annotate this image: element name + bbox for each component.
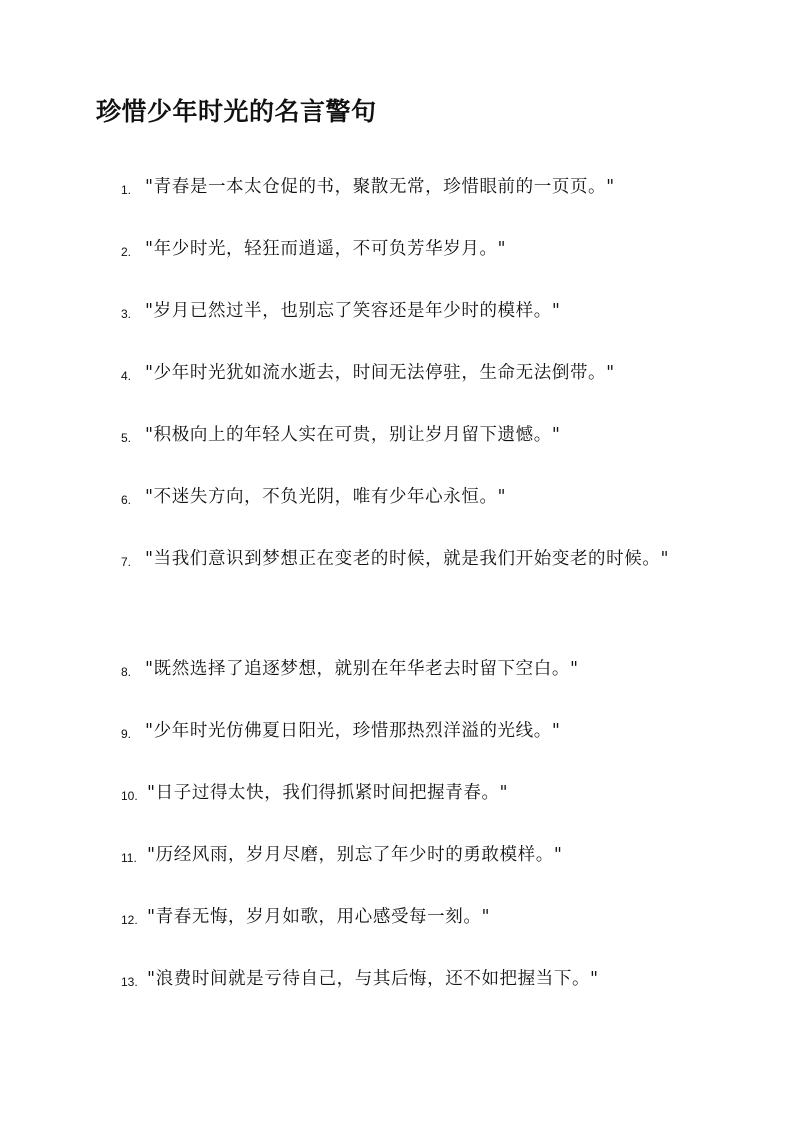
quote-text: "日子过得太快，我们得抓紧时间把握青春。" — [147, 783, 509, 803]
item-number: 12. — [121, 913, 138, 927]
quote-text: "青春是一本太仓促的书，聚散无常，珍惜眼前的一页页。" — [145, 177, 615, 197]
item-number: 2. — [121, 245, 132, 259]
item-number: 11. — [121, 851, 137, 865]
item-number: 13. — [121, 975, 138, 989]
item-number: 8. — [121, 665, 132, 679]
item-number: 7. — [121, 555, 132, 569]
quote-text: "少年时光犹如流水逝去，时间无法停驻，生命无法倒带。" — [145, 363, 615, 383]
quote-text: "当我们意识到梦想正在变老的时候，就是我们开始变老的时候。" — [145, 549, 670, 569]
quote-text: "不迷失方向，不负光阴，唯有少年心永恒。" — [145, 487, 507, 507]
quote-text: "浪费时间就是亏待自己，与其后悔，还不如把握当下。" — [147, 969, 599, 989]
item-number: 1. — [121, 183, 132, 197]
quote-text: "青春无悔，岁月如歌，用心感受每一刻。" — [147, 907, 491, 927]
quote-text: "少年时光仿佛夏日阳光，珍惜那热烈洋溢的光线。" — [145, 721, 561, 741]
quote-text: "积极向上的年轻人实在可贵，别让岁月留下遗憾。" — [145, 425, 561, 445]
quote-text: "历经风雨，岁月尽磨，别忘了年少时的勇敢模样。" — [147, 845, 563, 865]
quote-text: "既然选择了追逐梦想，就别在年华老去时留下空白。" — [145, 659, 579, 679]
item-number: 6. — [121, 493, 132, 507]
item-number: 10. — [121, 789, 138, 803]
document-title: 珍惜少年时光的名言警句 — [96, 97, 377, 126]
item-number: 5. — [121, 431, 132, 445]
item-number: 9. — [121, 727, 132, 741]
item-number: 4. — [121, 369, 132, 383]
quote-text: "年少时光，轻狂而逍遥，不可负芳华岁月。" — [145, 239, 507, 259]
quote-text: "岁月已然过半，也别忘了笑容还是年少时的模样。" — [145, 301, 561, 321]
item-number: 3. — [121, 307, 132, 321]
